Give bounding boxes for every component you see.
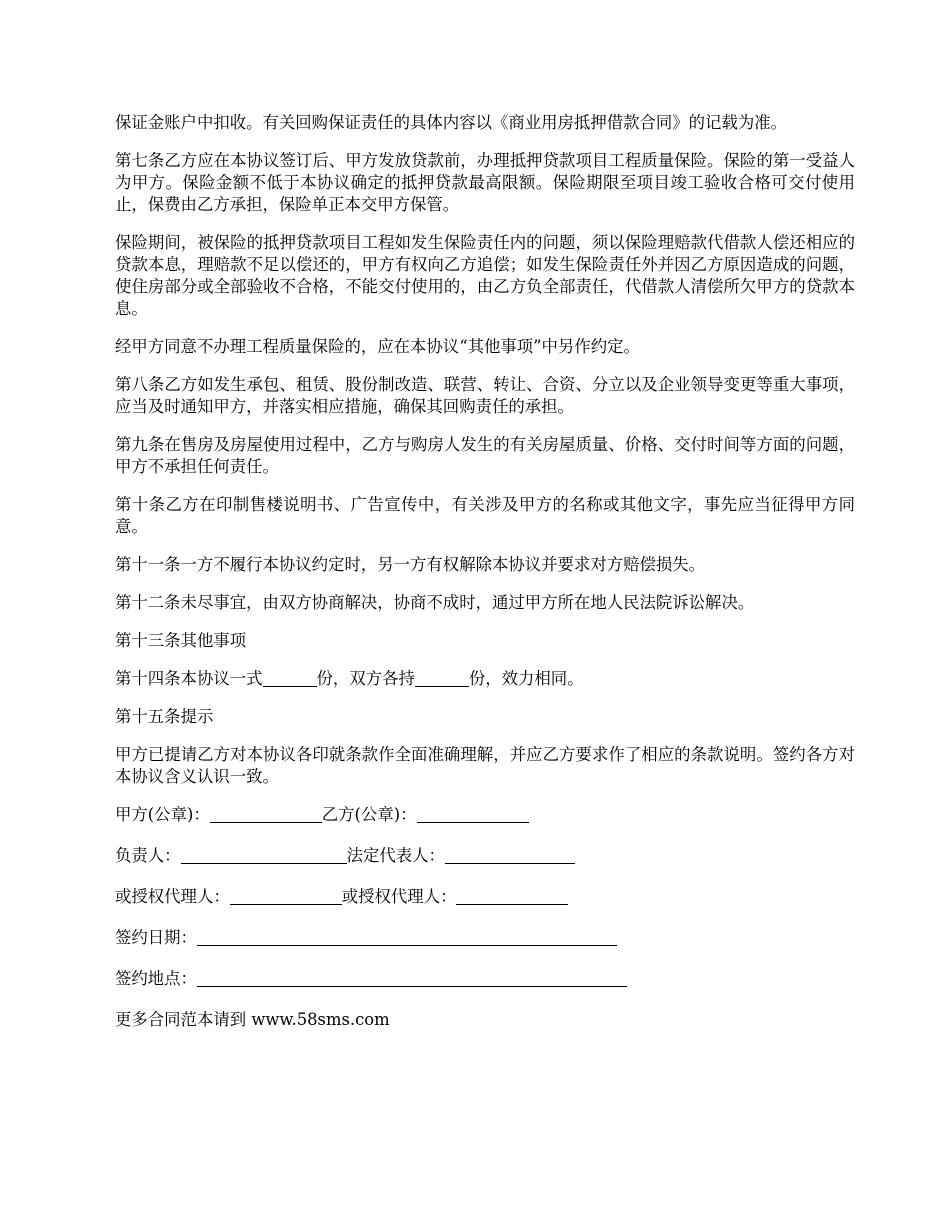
clause-13-heading: 第十三条其他事项 bbox=[115, 631, 247, 650]
party-b-seal-label: 乙方(公章)： bbox=[321, 805, 417, 824]
clause-11-paragraph: 第十一条一方不履行本协议约定时，另一方有权解除本协议并要求对方赔偿损失。 bbox=[115, 555, 706, 574]
clause-15-body: 甲方已提请乙方对本协议各印就条款作全面准确理解，并应乙方要求作了相应的条款说明。签约各方对本协议含义认识一致。 bbox=[115, 745, 855, 786]
contract-page bbox=[115, 112, 855, 1047]
party-a-seal-blank[interactable] bbox=[210, 804, 322, 823]
representative-line bbox=[115, 845, 855, 867]
clause-14-post: 份，效力相同。 bbox=[468, 669, 584, 688]
sign-date-blank[interactable] bbox=[197, 927, 617, 946]
sign-date-label: 签约日期： bbox=[115, 928, 197, 947]
sign-date-line bbox=[115, 927, 855, 949]
sign-place-line bbox=[115, 968, 855, 990]
clause-10-paragraph: 第十条乙方在印制售楼说明书、广告宣传中，有关涉及甲方的名称或其他文字，事先应当征得甲方同意。 bbox=[115, 495, 855, 536]
authorized-agent-a-label: 或授权代理人： bbox=[115, 887, 230, 906]
authorized-agent-b-label: 或授权代理人： bbox=[341, 887, 457, 906]
legal-rep-label: 法定代表人： bbox=[346, 846, 445, 865]
clause-14-mid: 份，双方各持 bbox=[316, 669, 415, 688]
clause-9-paragraph: 第九条在售房及房屋使用过程中，乙方与购房人发生的有关房屋质量、价格、交付时间等方面的问题，甲方不承担任何责任。 bbox=[115, 435, 855, 476]
insurance-exemption-paragraph: 经甲方同意不办理工程质量保险的，应在本协议“其他事项”中另作约定。 bbox=[115, 337, 640, 356]
clause-paragraph: 保证金账户中扣收。有关回购保证责任的具体内容以《商业用房抵押借款合同》的记载为准。 bbox=[115, 113, 788, 132]
sign-place-blank[interactable] bbox=[197, 968, 627, 987]
responsible-person-label: 负责人： bbox=[115, 846, 181, 865]
clause-7-paragraph: 第七条乙方应在本协议签订后、甲方发放贷款前，办理抵押贷款项目工程质量保险。保险的第一受益人为甲方。保险金额不低于本协议确定的抵押贷款最高限额。保险期限至项目竣工验收合格可交付使用止，保费由乙方承担，保险单正本交甲方保管。 bbox=[115, 151, 855, 214]
authorized-agent-a-blank[interactable] bbox=[230, 886, 342, 905]
copies-each-blank[interactable] bbox=[415, 668, 469, 687]
clause-12-paragraph: 第十二条未尽事宜，由双方协商解决，协商不成时，通过甲方所在地人民法院诉讼解决。 bbox=[115, 593, 755, 612]
authorized-agent-b-blank[interactable] bbox=[456, 886, 568, 905]
party-a-seal-label: 甲方(公章)： bbox=[115, 805, 210, 824]
copies-total-blank[interactable] bbox=[263, 668, 317, 687]
seal-line bbox=[115, 804, 855, 826]
footer-link-text: 更多合同范本请到 www.58sms.com bbox=[115, 1010, 390, 1029]
agent-line bbox=[115, 886, 855, 908]
party-b-seal-blank[interactable] bbox=[417, 804, 529, 823]
legal-rep-blank[interactable] bbox=[445, 845, 575, 864]
clause-15-heading: 第十五条提示 bbox=[115, 707, 214, 726]
clause-14-pre: 第十四条本协议一式 bbox=[115, 669, 263, 688]
clause-14-paragraph bbox=[115, 668, 855, 690]
insurance-period-paragraph: 保险期间，被保险的抵押贷款项目工程如发生保险责任内的问题，须以保险理赔款代借款人偿还相应的贷款本息，理赔款不足以偿还的，甲方有权向乙方追偿；如发生保险责任外并因乙方原因造成的问题，使住房部分或全部验收不合格，不能交付使用的，由乙方负全部责任，代借款人清偿所欠甲方的贷款本息。 bbox=[115, 233, 855, 318]
sign-place-label: 签约地点： bbox=[115, 969, 197, 988]
responsible-person-blank[interactable] bbox=[181, 845, 347, 864]
clause-8-paragraph: 第八条乙方如发生承包、租赁、股份制改造、联营、转让、合资、分立以及企业领导变更等重大事项，应当及时通知甲方，并落实相应措施，确保其回购责任的承担。 bbox=[115, 375, 855, 416]
